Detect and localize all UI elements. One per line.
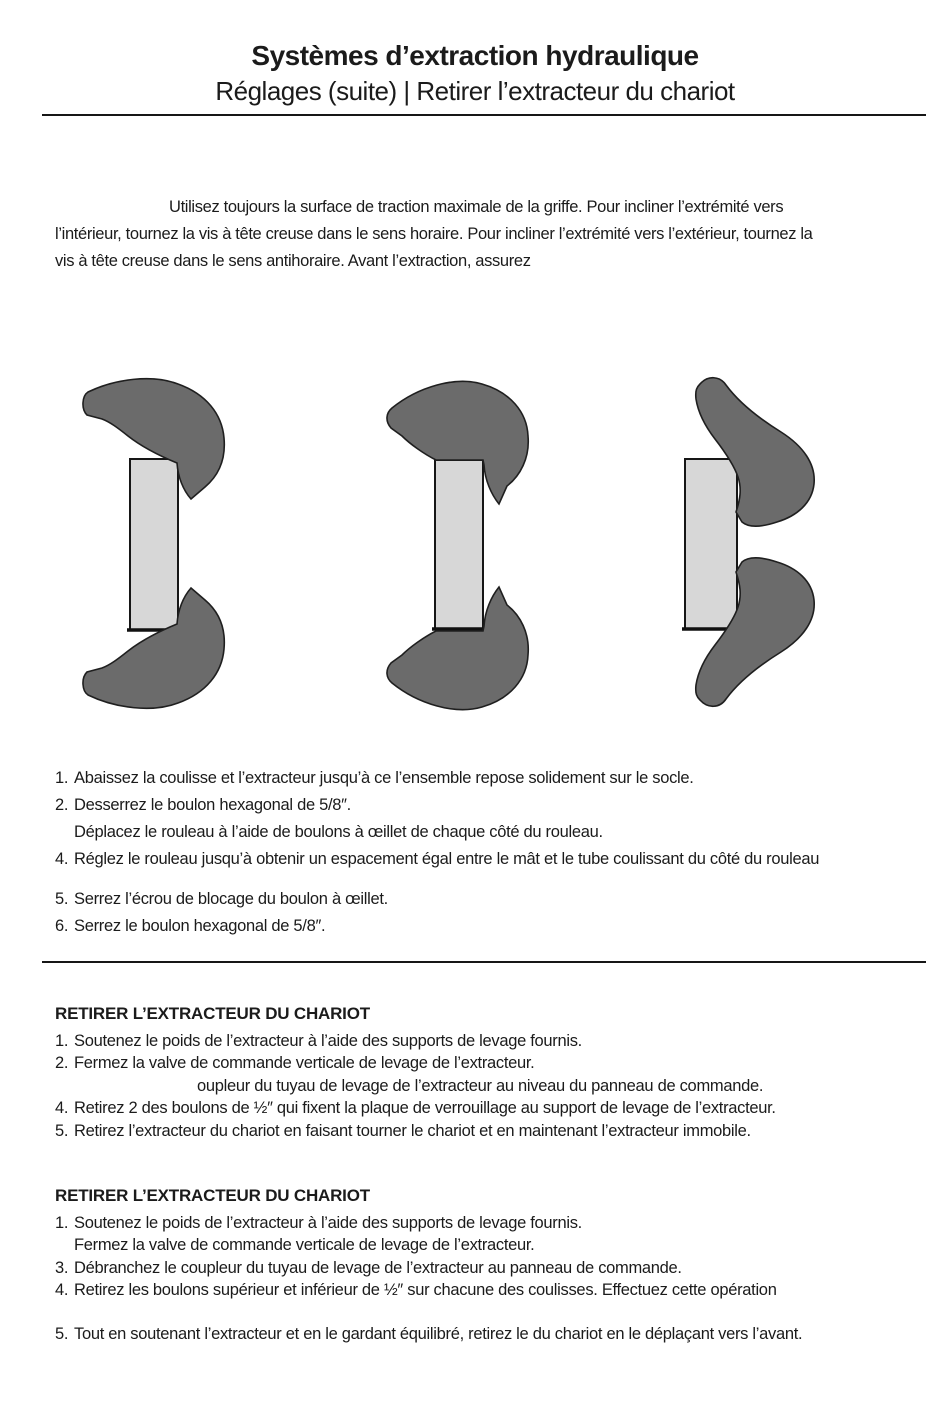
header-rule [42,114,926,116]
intro-paragraph [55,194,915,275]
step-number [55,819,74,846]
step-text: Retirez les boulons supérieur et inférieur de ½″ sur chacune des coulisses. Effectuez cette opération [74,1281,777,1300]
step-number: 1. [55,1032,69,1050]
list-item [55,1120,925,1142]
list-item [55,886,819,913]
step-text: Réglez le rouleau jusqu’à obtenir un espacement égal entre le mât et le tube coulissant du côté du rouleau [74,850,820,868]
section-divider-rule [42,961,926,963]
step-text: Tout en soutenant l’extracteur et en le gardant équilibré, retirez le du chariot en le déplaçant vers l’avant. [74,1324,803,1343]
section-steps-list [55,1030,925,1142]
figure-claw-position-1 [60,372,330,717]
intro-line: l’intérieur, tournez la vis à tête creuse dans le sens horaire. Pour incliner l’extrémité vers l’extérieur, tournez la [55,225,813,243]
mast-rect [435,460,483,629]
list-item [55,1212,925,1234]
page-title: Systèmes d’extraction hydraulique [251,40,699,71]
list-item [55,1257,925,1279]
step-number [55,1234,74,1256]
intro-line: vis à tête creuse dans le sens antihoraire. Avant l’extraction, assurez [55,252,531,270]
list-item [55,846,819,873]
step-text: Soutenez le poids de l’extracteur à l’aide des supports de levage fournis. [74,1032,582,1050]
figure-claw-position-2 [360,372,630,717]
page-header [0,38,950,108]
step-number: 2. [55,1054,69,1073]
section-remove-extractor-2 [55,1183,925,1345]
step-text: Serrez le boulon hexagonal de 5/8″. [74,917,326,935]
list-item [55,765,819,792]
step-number: 1. [55,1214,69,1232]
step-text: oupleur du tuyau de levage de l’extracteur au niveau du panneau de commande. [197,1076,764,1095]
page-subtitle: Réglages (suite) | Retirer l’extracteur du chariot [215,76,735,106]
step-number [178,1075,197,1097]
step-text: Fermez la valve de commande verticale de levage de l’extracteur. [74,1236,535,1255]
step-text: Fermez la valve de commande verticale de levage de l’extracteur. [74,1054,535,1073]
list-item [55,913,819,940]
list-item [55,1030,925,1052]
step-number: 4. [55,850,69,868]
list-item [178,1075,925,1097]
list-item [55,1234,925,1256]
list-item [55,1097,925,1119]
list-item [55,1279,925,1301]
step-text: Serrez l’écrou de blocage du boulon à œillet. [74,890,388,908]
step-text: Déplacez le rouleau à l’aide de boulons à œillet de chaque côté du rouleau. [74,823,603,841]
step-number: 6. [55,917,69,935]
step-number: 4. [55,1281,69,1300]
list-item [55,1323,925,1345]
step-number: 1. [55,769,69,787]
mast-rect [685,459,737,629]
adjust-steps-list [55,765,819,940]
section-remove-extractor-1 [55,1001,925,1142]
intro-line: Utilisez toujours la surface de traction maximale de la griffe. Pour incliner l’extrémité vers [169,198,784,216]
list-item [55,1052,925,1074]
step-text: Retirez 2 des boulons de ½″ qui fixent la plaque de verrouillage au support de levage de l’extracteur. [74,1099,776,1118]
step-number: 2. [55,796,69,814]
step-text: Retirez l’extracteur du chariot en faisant tourner le chariot et en maintenant l’extracteur immobile. [74,1121,751,1140]
step-text: Abaissez la coulisse et l’extracteur jusqu’à ce l’ensemble repose solidement sur le socle. [74,769,694,787]
section-heading: RETIRER L’EXTRACTEUR DU CHARIOT [55,1186,370,1205]
list-item [55,819,819,846]
step-number: 4. [55,1099,69,1118]
step-number: 5. [55,1121,69,1140]
step-number: 5. [55,1324,69,1343]
mast-rect [130,459,178,630]
step-text: Desserrez le boulon hexagonal de 5/8″. [74,796,351,814]
step-number: 5. [55,890,69,908]
section-heading: RETIRER L’EXTRACTEUR DU CHARIOT [55,1004,370,1023]
section-steps-list [55,1212,925,1345]
figure-claw-position-3 [650,372,920,717]
step-text: Soutenez le poids de l’extracteur à l’aide des supports de levage fournis. [74,1214,582,1232]
list-item [55,792,819,819]
step-number: 3. [55,1258,69,1277]
step-text: Débranchez le coupleur du tuyau de levage de l’extracteur au panneau de commande. [74,1258,682,1277]
